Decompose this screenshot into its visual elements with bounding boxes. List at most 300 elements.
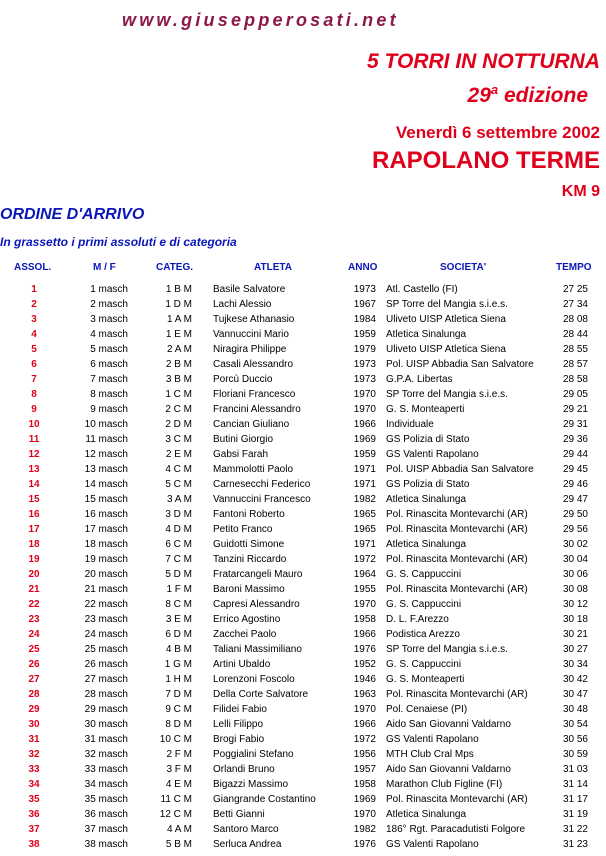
table-row [0, 404, 606, 419]
gender-rank-cell: 23 masch [84, 614, 128, 625]
position-cell: 2 [31, 299, 37, 310]
category-cell: 9 C M [165, 704, 192, 715]
time-cell: 30 59 [562, 749, 588, 760]
gender-rank-cell: 20 masch [84, 569, 128, 580]
club-cell: Atletica Sinalunga [386, 539, 467, 550]
athlete-cell: Della Corte Salvatore [213, 689, 309, 700]
header-tempo: TEMPO [556, 262, 592, 273]
table-row [0, 494, 606, 509]
club-cell: GS Polizia di Stato [386, 434, 470, 445]
athlete-cell: Butini Giorgio [213, 434, 274, 445]
athlete-cell: Lachi Alessio [213, 299, 272, 310]
gender-rank-cell: 34 masch [84, 779, 128, 790]
position-cell: 6 [31, 359, 37, 370]
position-cell: 5 [31, 344, 37, 355]
gender-rank-cell: 9 masch [90, 404, 128, 415]
athlete-cell: Lorenzoni Foscolo [213, 674, 295, 685]
gender-rank-cell: 7 masch [90, 374, 128, 385]
header-assol: ASSOL. [14, 262, 52, 273]
position-cell: 13 [28, 464, 40, 475]
time-cell: 30 48 [562, 704, 588, 715]
athlete-cell: Guidotti Simone [213, 539, 285, 550]
year-cell: 1979 [353, 344, 376, 355]
year-cell: 1969 [353, 794, 376, 805]
year-cell: 1973 [353, 374, 376, 385]
category-cell: 1 G M [164, 659, 192, 670]
position-cell: 27 [28, 674, 40, 685]
athlete-cell: Errico Agostino [213, 614, 281, 625]
gender-rank-cell: 3 masch [90, 314, 128, 325]
position-cell: 35 [28, 794, 40, 805]
club-cell: Pol. Rinascita Montevarchi (AR) [386, 794, 528, 805]
gender-rank-cell: 27 masch [84, 674, 128, 685]
results-table [0, 284, 606, 854]
header-categ: CATEG. [156, 262, 194, 273]
athlete-cell: Bigazzi Massimo [213, 779, 289, 790]
gender-rank-cell: 10 masch [84, 419, 128, 430]
bold-note: In grassetto i primi assoluti e di categoria [0, 235, 237, 249]
category-cell: 3 C M [165, 434, 192, 445]
athlete-cell: Artini Ubaldo [213, 659, 271, 670]
time-cell: 30 56 [562, 734, 588, 745]
athlete-cell: Petito Franco [213, 524, 273, 535]
year-cell: 1973 [353, 284, 376, 295]
club-cell: GS Valenti Rapolano [386, 449, 479, 460]
time-cell: 31 22 [562, 824, 588, 835]
position-cell: 8 [31, 389, 37, 400]
year-cell: 1972 [353, 734, 376, 745]
club-cell: Aido San Giovanni Valdarno [386, 719, 511, 730]
year-cell: 1970 [353, 404, 376, 415]
position-cell: 9 [31, 404, 37, 415]
club-cell: Podistica Arezzo [386, 629, 460, 640]
time-cell: 31 23 [562, 839, 588, 850]
year-cell: 1958 [353, 614, 376, 625]
table-row [0, 464, 606, 479]
position-cell: 36 [28, 809, 40, 820]
position-cell: 17 [28, 524, 40, 535]
time-cell: 29 05 [562, 389, 588, 400]
gender-rank-cell: 25 masch [84, 644, 128, 655]
event-distance: KM 9 [561, 183, 600, 200]
athlete-cell: Zacchei Paolo [213, 629, 277, 640]
category-cell: 8 D M [165, 719, 192, 730]
gender-rank-cell: 17 masch [84, 524, 128, 535]
edition-word: edizione [503, 84, 588, 107]
gender-rank-cell: 1 masch [90, 284, 128, 295]
category-cell: 7 C M [165, 554, 192, 565]
category-cell: 3 E M [165, 614, 192, 625]
gender-rank-cell: 11 masch [85, 434, 128, 445]
athlete-cell: Basile Salvatore [213, 284, 286, 295]
position-cell: 15 [28, 494, 40, 505]
table-row [0, 359, 606, 374]
year-cell: 1955 [353, 584, 376, 595]
position-cell: 12 [28, 449, 40, 460]
year-cell: 1956 [353, 749, 376, 760]
time-cell: 29 36 [562, 434, 588, 445]
athlete-cell: Filidei Fabio [213, 704, 267, 715]
time-cell: 28 44 [562, 329, 588, 340]
table-row [0, 449, 606, 464]
table-row [0, 314, 606, 329]
year-cell: 1966 [353, 419, 376, 430]
category-cell: 1 A M [166, 314, 192, 325]
year-cell: 1946 [353, 674, 376, 685]
athlete-cell: Tanzini Riccardo [213, 554, 287, 565]
position-cell: 23 [28, 614, 40, 625]
table-row [0, 629, 606, 644]
club-cell: SP Torre del Mangia s.i.e.s. [386, 644, 508, 655]
position-cell: 4 [31, 329, 37, 340]
club-cell: Pol. Rinascita Montevarchi (AR) [386, 689, 528, 700]
position-cell: 28 [28, 689, 40, 700]
table-row [0, 284, 606, 299]
year-cell: 1976 [353, 644, 376, 655]
time-cell: 28 58 [562, 374, 588, 385]
gender-rank-cell: 6 masch [90, 359, 128, 370]
athlete-cell: Santoro Marco [213, 824, 279, 835]
year-cell: 1971 [353, 539, 376, 550]
category-cell: 5 B M [165, 839, 192, 850]
athlete-cell: Gabsi Farah [213, 449, 269, 460]
gender-rank-cell: 19 masch [84, 554, 128, 565]
year-cell: 1973 [353, 359, 376, 370]
club-cell: Pol. Rinascita Montevarchi (AR) [386, 554, 528, 565]
athlete-cell: Carnesecchi Federico [213, 479, 311, 490]
club-cell: Atletica Sinalunga [386, 809, 467, 820]
athlete-cell: Brogi Fabio [213, 734, 265, 745]
time-cell: 28 55 [562, 344, 588, 355]
category-cell: 3 B M [165, 374, 192, 385]
gender-rank-cell: 18 masch [84, 539, 128, 550]
athlete-cell: Tujkese Athanasio [213, 314, 295, 325]
club-cell: GS Valenti Rapolano [386, 734, 479, 745]
club-cell: Pol. Rinascita Montevarchi (AR) [386, 509, 528, 520]
gender-rank-cell: 28 masch [84, 689, 128, 700]
time-cell: 29 47 [562, 494, 588, 505]
category-cell: 2 D M [165, 419, 192, 430]
gender-rank-cell: 15 masch [84, 494, 128, 505]
category-cell: 1 F M [166, 584, 192, 595]
event-edition [468, 82, 588, 108]
category-cell: 4 A M [166, 824, 192, 835]
club-cell: Atl. Castello (FI) [386, 284, 458, 295]
category-cell: 2 A M [166, 344, 192, 355]
table-row [0, 524, 606, 539]
athlete-cell: Serluca Andrea [213, 839, 282, 850]
club-cell: GS Polizia di Stato [386, 479, 470, 490]
table-row [0, 809, 606, 824]
position-cell: 14 [28, 479, 40, 490]
table-row [0, 614, 606, 629]
category-cell: 1 H M [165, 674, 192, 685]
position-cell: 37 [28, 824, 40, 835]
club-cell: SP Torre del Mangia s.i.e.s. [386, 299, 508, 310]
table-row [0, 389, 606, 404]
event-title: 5 TORRI IN NOTTURNA [367, 50, 600, 73]
year-cell: 1958 [353, 779, 376, 790]
position-cell: 26 [28, 659, 40, 670]
gender-rank-cell: 36 masch [84, 809, 128, 820]
gender-rank-cell: 29 masch [84, 704, 128, 715]
athlete-cell: Giangrande Costantino [213, 794, 316, 805]
club-cell: G. S. Monteaperti [386, 674, 465, 685]
position-cell: 1 [31, 284, 37, 295]
category-cell: 6 C M [165, 539, 192, 550]
year-cell: 1966 [353, 719, 376, 730]
time-cell: 30 34 [562, 659, 588, 670]
time-cell: 27 34 [562, 299, 588, 310]
category-cell: 10 C M [159, 734, 192, 745]
edition-number: 29 [467, 84, 491, 107]
table-row [0, 794, 606, 809]
table-row [0, 839, 606, 854]
time-cell: 31 03 [562, 764, 588, 775]
category-cell: 12 C M [159, 809, 192, 820]
gender-rank-cell: 35 masch [84, 794, 128, 805]
athlete-cell: Vannuccini Mario [213, 329, 289, 340]
position-cell: 19 [28, 554, 40, 565]
athlete-cell: Niragira Philippe [213, 344, 287, 355]
category-cell: 2 B M [165, 359, 192, 370]
club-cell: GS Valenti Rapolano [386, 839, 479, 850]
time-cell: 30 47 [562, 689, 588, 700]
year-cell: 1959 [353, 449, 376, 460]
table-row [0, 704, 606, 719]
athlete-cell: Baroni Massimo [213, 584, 285, 595]
header-anno: ANNO [348, 262, 378, 273]
club-cell: Pol. UISP Abbadia San Salvatore [386, 359, 534, 370]
category-cell: 1 D M [165, 299, 192, 310]
year-cell: 1963 [353, 689, 376, 700]
club-cell: Pol. Rinascita Montevarchi (AR) [386, 524, 528, 535]
year-cell: 1971 [353, 479, 376, 490]
time-cell: 29 21 [562, 404, 588, 415]
time-cell: 30 08 [562, 584, 588, 595]
category-cell: 2 C M [165, 404, 192, 415]
table-row [0, 299, 606, 314]
gender-rank-cell: 30 masch [84, 719, 128, 730]
position-cell: 33 [28, 764, 40, 775]
category-cell: 2 F M [166, 749, 192, 760]
position-cell: 29 [28, 704, 40, 715]
position-cell: 31 [28, 734, 40, 745]
position-cell: 21 [28, 584, 40, 595]
website-url[interactable]: www.giusepperosati.net [122, 10, 399, 30]
table-row [0, 734, 606, 749]
time-cell: 31 19 [562, 809, 588, 820]
time-cell: 29 45 [562, 464, 588, 475]
club-cell: MTH Club Cral Mps [386, 749, 474, 760]
gender-rank-cell: 12 masch [84, 449, 128, 460]
gender-rank-cell: 26 masch [84, 659, 128, 670]
category-cell: 1 E M [165, 329, 192, 340]
table-row [0, 434, 606, 449]
header-mf: M / F [93, 262, 116, 273]
time-cell: 29 56 [562, 524, 588, 535]
event-date: Venerdì 6 settembre 2002 [395, 123, 600, 142]
category-cell: 3 D M [165, 509, 192, 520]
year-cell: 1966 [353, 629, 376, 640]
gender-rank-cell: 24 masch [84, 629, 128, 640]
club-cell: D. L. F.Arezzo [386, 614, 449, 625]
position-cell: 38 [28, 839, 40, 850]
header-atleta: ATLETA [254, 262, 292, 273]
time-cell: 29 46 [562, 479, 588, 490]
year-cell: 1970 [353, 704, 376, 715]
table-row [0, 599, 606, 614]
table-row [0, 764, 606, 779]
table-row [0, 344, 606, 359]
category-cell: 4 D M [165, 524, 192, 535]
gender-rank-cell: 21 masch [84, 584, 128, 595]
section-title: ORDINE D'ARRIVO [0, 206, 145, 223]
year-cell: 1964 [353, 569, 376, 580]
category-cell: 4 B M [165, 644, 192, 655]
club-cell: Uliveto UISP Atletica Siena [386, 314, 506, 325]
athlete-cell: Orlandi Bruno [213, 764, 275, 775]
year-cell: 1971 [353, 464, 376, 475]
category-cell: 1 C M [165, 389, 192, 400]
table-row [0, 659, 606, 674]
time-cell: 28 57 [562, 359, 588, 370]
table-row [0, 689, 606, 704]
category-cell: 5 C M [165, 479, 192, 490]
position-cell: 25 [28, 644, 40, 655]
club-cell: Uliveto UISP Atletica Siena [386, 344, 506, 355]
club-cell: SP Torre del Mangia s.i.e.s. [386, 389, 508, 400]
category-cell: 8 C M [165, 599, 192, 610]
gender-rank-cell: 38 masch [84, 839, 128, 850]
club-cell: Pol. UISP Abbadia San Salvatore [386, 464, 534, 475]
athlete-cell: Fantoni Roberto [213, 509, 285, 520]
gender-rank-cell: 37 masch [84, 824, 128, 835]
athlete-cell: Mammolotti Paolo [213, 464, 294, 475]
gender-rank-cell: 2 masch [90, 299, 128, 310]
position-cell: 20 [28, 569, 40, 580]
time-cell: 30 18 [562, 614, 588, 625]
club-cell: G. S. Cappuccini [386, 599, 462, 610]
table-row [0, 779, 606, 794]
position-cell: 10 [28, 419, 40, 430]
year-cell: 1982 [353, 494, 376, 505]
time-cell: 30 54 [562, 719, 588, 730]
category-cell: 11 C M [160, 794, 192, 805]
position-cell: 16 [28, 509, 40, 520]
position-cell: 7 [31, 374, 37, 385]
year-cell: 1970 [353, 599, 376, 610]
club-cell: Pol. Rinascita Montevarchi (AR) [386, 584, 528, 595]
category-cell: 4 E M [165, 779, 192, 790]
table-row [0, 749, 606, 764]
year-cell: 1970 [353, 389, 376, 400]
time-cell: 30 27 [562, 644, 588, 655]
table-row [0, 569, 606, 584]
position-cell: 30 [28, 719, 40, 730]
position-cell: 18 [28, 539, 40, 550]
year-cell: 1967 [353, 299, 376, 310]
club-cell: Atletica Sinalunga [386, 329, 467, 340]
gender-rank-cell: 13 masch [84, 464, 128, 475]
time-cell: 30 02 [562, 539, 588, 550]
table-row [0, 419, 606, 434]
athlete-cell: Cancian Giuliano [213, 419, 290, 430]
year-cell: 1984 [353, 314, 376, 325]
time-cell: 31 17 [562, 794, 588, 805]
club-cell: Marathon Club Figline (FI) [386, 779, 503, 790]
year-cell: 1959 [353, 329, 376, 340]
position-cell: 11 [28, 434, 40, 445]
gender-rank-cell: 5 masch [90, 344, 128, 355]
club-cell: G. S. Monteaperti [386, 404, 465, 415]
time-cell: 27 25 [562, 284, 588, 295]
gender-rank-cell: 4 masch [90, 329, 128, 340]
club-cell: G. S. Cappuccini [386, 569, 462, 580]
table-row [0, 539, 606, 554]
position-cell: 22 [28, 599, 40, 610]
time-cell: 28 08 [562, 314, 588, 325]
athlete-cell: Floriani Francesco [213, 389, 296, 400]
gender-rank-cell: 16 masch [84, 509, 128, 520]
athlete-cell: Lelli Filippo [213, 719, 264, 730]
athlete-cell: Fratarcangeli Mauro [213, 569, 303, 580]
athlete-cell: Francini Alessandro [213, 404, 301, 415]
athlete-cell: Capresi Alessandro [213, 599, 300, 610]
club-cell: Aido San Giovanni Valdarno [386, 764, 511, 775]
category-cell: 4 C M [165, 464, 192, 475]
athlete-cell: Vannuccini Francesco [213, 494, 311, 505]
club-cell: Pol. Cenaiese (PI) [386, 704, 468, 715]
category-cell: 2 E M [165, 449, 192, 460]
athlete-cell: Porcù Duccio [213, 374, 273, 385]
category-cell: 3 F M [166, 764, 192, 775]
year-cell: 1965 [353, 509, 376, 520]
time-cell: 31 14 [562, 779, 588, 790]
year-cell: 1969 [353, 434, 376, 445]
gender-rank-cell: 22 masch [84, 599, 128, 610]
year-cell: 1982 [353, 824, 376, 835]
position-cell: 3 [31, 314, 37, 325]
year-cell: 1957 [353, 764, 376, 775]
gender-rank-cell: 8 masch [90, 389, 128, 400]
header-societa: SOCIETA' [440, 262, 487, 273]
table-row [0, 329, 606, 344]
time-cell: 30 04 [562, 554, 588, 565]
position-cell: 32 [28, 749, 40, 760]
gender-rank-cell: 31 masch [84, 734, 128, 745]
club-cell: Atletica Sinalunga [386, 494, 467, 505]
category-cell: 5 D M [165, 569, 192, 580]
athlete-cell: Poggialini Stefano [213, 749, 294, 760]
table-row [0, 674, 606, 689]
table-row [0, 644, 606, 659]
table-row [0, 509, 606, 524]
category-cell: 6 D M [165, 629, 192, 640]
event-place: RAPOLANO TERME [372, 147, 600, 174]
category-cell: 7 D M [165, 689, 192, 700]
athlete-cell: Betti Gianni [213, 809, 265, 820]
category-cell: 1 B M [165, 284, 192, 295]
position-cell: 34 [28, 779, 40, 790]
edition-superscript: a [490, 82, 499, 97]
time-cell: 30 21 [562, 629, 588, 640]
table-row [0, 554, 606, 569]
year-cell: 1952 [353, 659, 376, 670]
table-row [0, 374, 606, 389]
table-row [0, 584, 606, 599]
athlete-cell: Casali Alessandro [213, 359, 294, 370]
